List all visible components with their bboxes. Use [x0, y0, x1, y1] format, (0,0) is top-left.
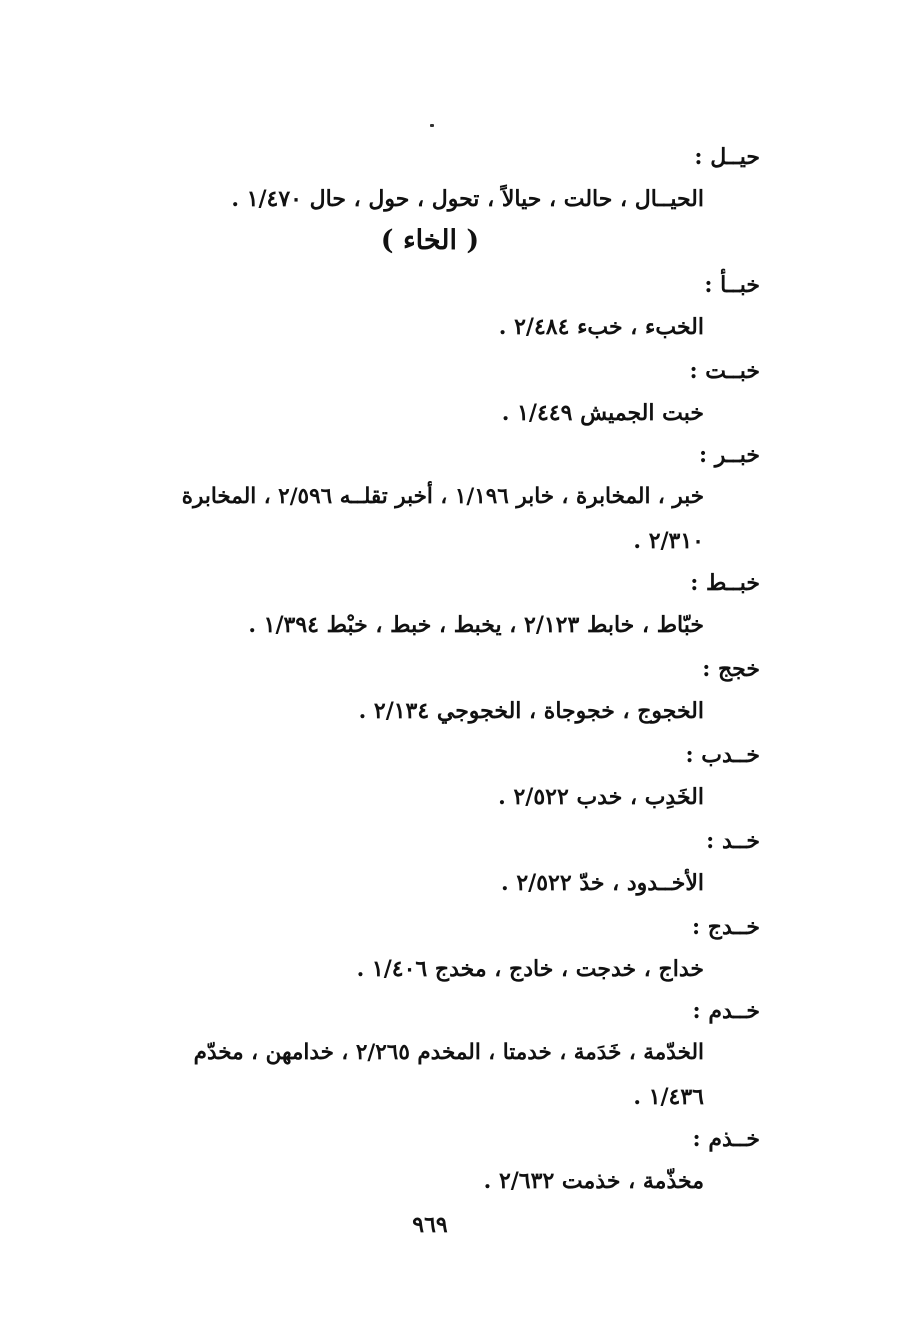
- section-heading-khaa: ( الخاء ): [380, 225, 480, 256]
- page-number: ٩٦٩: [412, 1212, 448, 1238]
- entry-line-khbt2: خبّاط ، خابط ٢/١٢٣ ، يخبط ، خبط ، خبْط ١/٣٩٤ .: [248, 612, 704, 638]
- root-heading-khdb: خــدب :: [685, 742, 760, 768]
- entry-line-khdm-1: الخدّمة ، خَدَمة ، خدمتا ، المخدم ٢/٢٦٥ ، خدامهن ، مخدّم: [193, 1040, 704, 1065]
- entry-line-khd: الأخــدود ، خدّ ٢/٥٢٢ .: [501, 870, 704, 896]
- root-heading-khjj: خجج :: [702, 656, 760, 682]
- entry-line-khjj: الخجوج ، خجوجاة ، الخجوجي ٢/١٣٤ .: [358, 698, 704, 724]
- root-heading-khbr: خبــر :: [698, 442, 760, 468]
- entry-line-khdb: الخَدِب ، خدب ٢/٥٢٢ .: [498, 784, 704, 810]
- print-speck: [430, 124, 434, 127]
- entry-line-khdm-2: ١/٤٣٦ .: [633, 1084, 704, 1110]
- root-heading-hyl: حيــل :: [694, 144, 760, 170]
- root-heading-khbt: خبــت :: [689, 358, 760, 384]
- entry-line-khbt: خبت الجميش ١/٤٤٩ .: [501, 400, 704, 426]
- entry-line-hyl: الحيــال ، حالت ، حيالاً ، تحول ، حول ، حال ١/٤٧٠ .: [231, 186, 704, 212]
- root-heading-khdhm: خــذم :: [692, 1126, 760, 1152]
- root-heading-khdj: خــدج :: [691, 914, 760, 940]
- entry-line-khbr-2: ٢/٣١٠ .: [633, 528, 704, 554]
- root-heading-khdm: خــدم :: [692, 998, 760, 1024]
- entry-line-khba: الخبء ، خبء ٢/٤٨٤ .: [498, 314, 704, 340]
- entry-line-khdj: خداج ، خدجت ، خادج ، مخدج ١/٤٠٦ .: [356, 956, 704, 982]
- root-heading-khd: خــد :: [706, 828, 760, 854]
- entry-line-khdhm: مخذّمة ، خذمت ٢/٦٣٢ .: [483, 1168, 704, 1194]
- root-heading-khba: خبــأ :: [704, 272, 760, 298]
- entry-line-khbr-1: خبر ، المخابرة ، خابر ١/١٩٦ ، أخبر تقلــه ٢/٥٩٦ ، المخابرة: [181, 484, 704, 509]
- root-heading-khbt2: خبــط :: [690, 570, 760, 596]
